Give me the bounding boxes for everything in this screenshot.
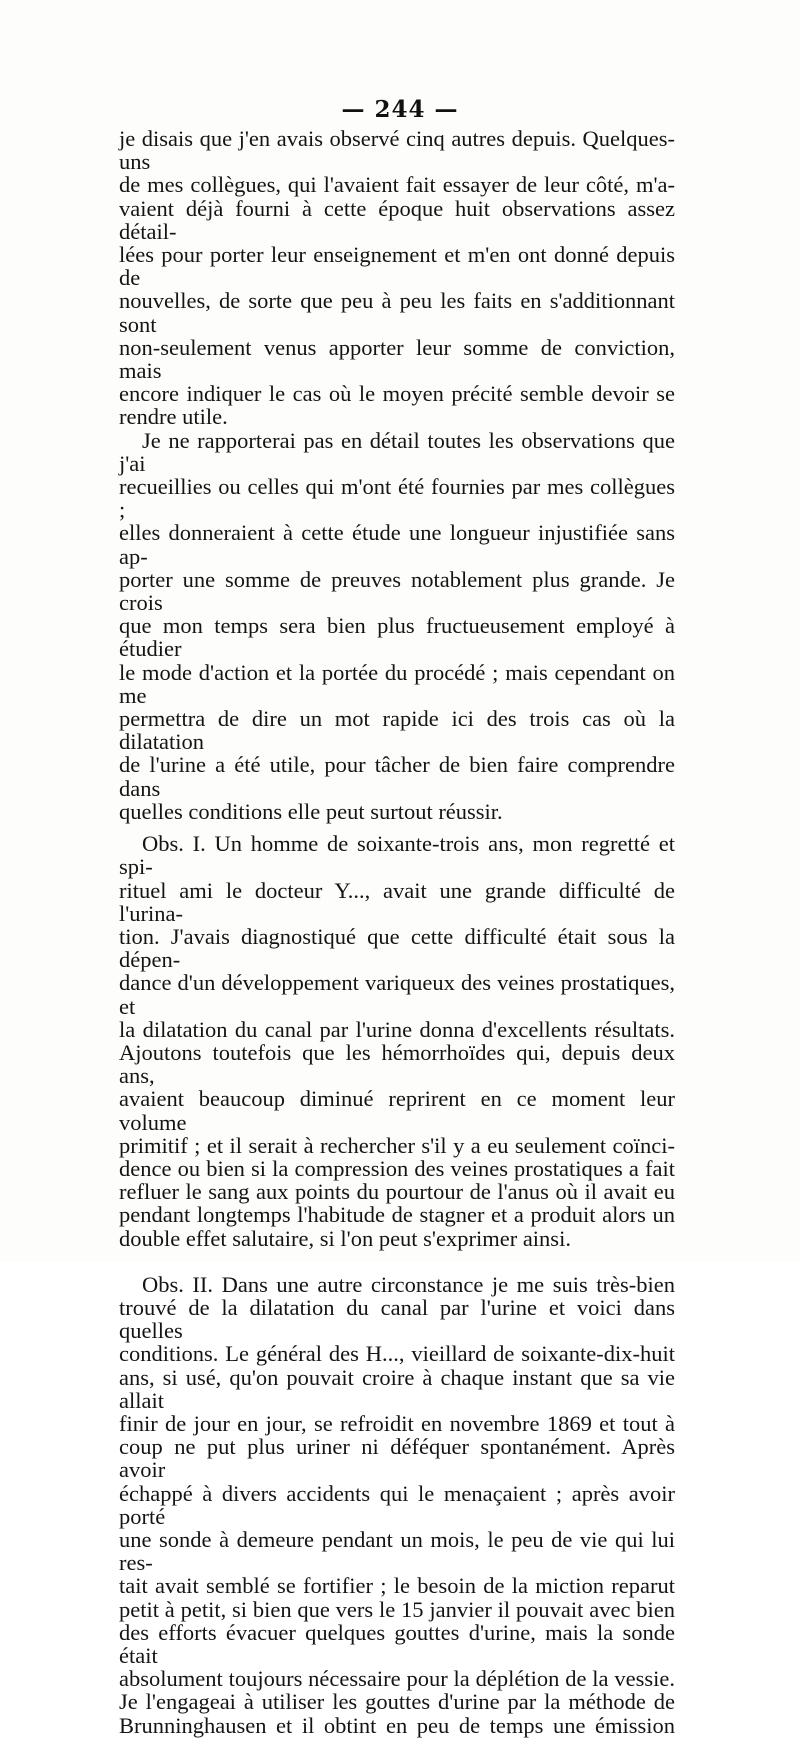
text-line: je disais que j'en avais observé cinq autres depuis. Quelques-uns [119,126,675,175]
text-line: échappé à divers accidents qui le menaçaient ; après avoir porté [119,1480,675,1529]
body-text [119,127,675,1737]
text-line: tait avait semblé se fortifier ; le besoin de la miction reparut [119,1573,675,1599]
paragraph-1 [119,127,675,429]
observation-1 [119,832,675,1250]
text-line: recueillies ou celles qui m'ont été fournies par mes collègues ; [119,474,675,523]
text-line: porter une somme de preuves notablement plus grande. Je crois [119,566,675,616]
text-line: la dilatation du canal par l'urine donna d'excellents résultats. [119,1016,675,1042]
text-line: lées pour porter leur enseignement et m'en ont donné depuis de [119,242,675,291]
text-line: Je l'engageai à utiliser les gouttes d'urine par la méthode de [119,1689,675,1715]
text-line: conditions. Le général des H..., vieillard de soixante-dix-huit [119,1341,675,1367]
text-line: de l'urine a été utile, pour tâcher de bien faire comprendre dans [119,752,675,801]
text-line: finir de jour en jour, se refroidit en novembre 1869 et tout à [119,1410,675,1436]
text-line: tion. J'avais diagnostiqué que cette difficulté était sous la dépen- [119,923,675,973]
text-line: rendre utile. [119,404,228,430]
text-line: que mon temps sera bien plus fructueusement employé à étudier [119,613,675,662]
text-line: petit à petit, si bien que vers le 15 janvier il pouvait avec bien [119,1596,675,1622]
text-line: une sonde à demeure pendant un mois, le peu de vie qui lui res- [119,1526,675,1576]
text-line: rituel ami le docteur Y..., avait une grande difficulté de l'urina- [119,877,675,926]
text-line: pendant longtemps l'habitude de stagner et a produit alors un [119,1202,675,1228]
page-number: — 244 — [341,96,459,123]
text-line: quelles conditions elle peut surtout réussir. [119,798,503,824]
text-line: ans, si usé, qu'on pouvait croire à chaque instant que sa vie allait [119,1364,675,1413]
text-line: Obs. I. Un homme de soixante-trois ans, mon regretté et spi- [119,831,675,880]
text-line: dance d'un développement variqueux des veines prostatiques, et [119,970,675,1019]
spacer [119,1250,675,1273]
text-line: des efforts évacuer quelques gouttes d'urine, mais la sonde était [119,1619,675,1668]
text-line: de mes collègues, qui l'avaient fait essayer de leur côté, m'a- [119,172,675,198]
text-line: elles donneraient à cette étude une longueur injustifiée sans ap- [119,520,675,569]
text-line: dence ou bien si la compression des veines prostatiques a fait [119,1155,675,1181]
text-line: primitif ; et il serait à rechercher s'il y a eu seulement coïnci- [119,1132,675,1158]
text-line: coup ne put plus uriner ni déféquer spontanément. Après avoir [119,1434,675,1483]
text-line: double effet salutaire, si l'on peut s'exprimer ainsi. [119,1225,571,1251]
text-line: absolument toujours nécessaire pour la déplétion de la vessie. [119,1666,675,1692]
text-line: le mode d'action et la portée du procédé ; mais cependant on me [119,659,675,708]
text-line: non-seulement venus apporter leur somme de conviction, mais [119,334,675,384]
text-line: Ajoutons toutefois que les hémorrhoïdes qui, depuis deux ans, [119,1039,675,1089]
text-line: Je ne rapporterai pas en détail toutes les observations que j'ai [119,427,675,476]
paragraph-2 [119,429,675,823]
text-line: nouvelles, de sorte que peu à peu les faits en s'additionnant sont [119,288,675,337]
text-line: Brunninghausen et il obtint en peu de temps une émission [119,1712,675,1738]
text-line: vaient déjà fourni à cette époque huit observations assez détail- [119,195,675,244]
text-line: Obs. II. Dans une autre circonstance je me suis très-bien [142,1271,675,1297]
text-line: avaient beaucoup diminué reprirent en ce moment leur volume [119,1086,675,1135]
text-line: encore indiquer le cas où le moyen précité semble devoir se [119,381,675,407]
text-line: refluer le sang aux points du pourtour de l'anus où il avait eu [119,1179,675,1205]
text-line: trouvé de la dilatation du canal par l'urine et voici dans quelles [119,1294,675,1344]
text-line: permettra de dire un mot rapide ici des trois cas où la dilatation [119,706,675,755]
observation-2 [119,1273,675,1737]
